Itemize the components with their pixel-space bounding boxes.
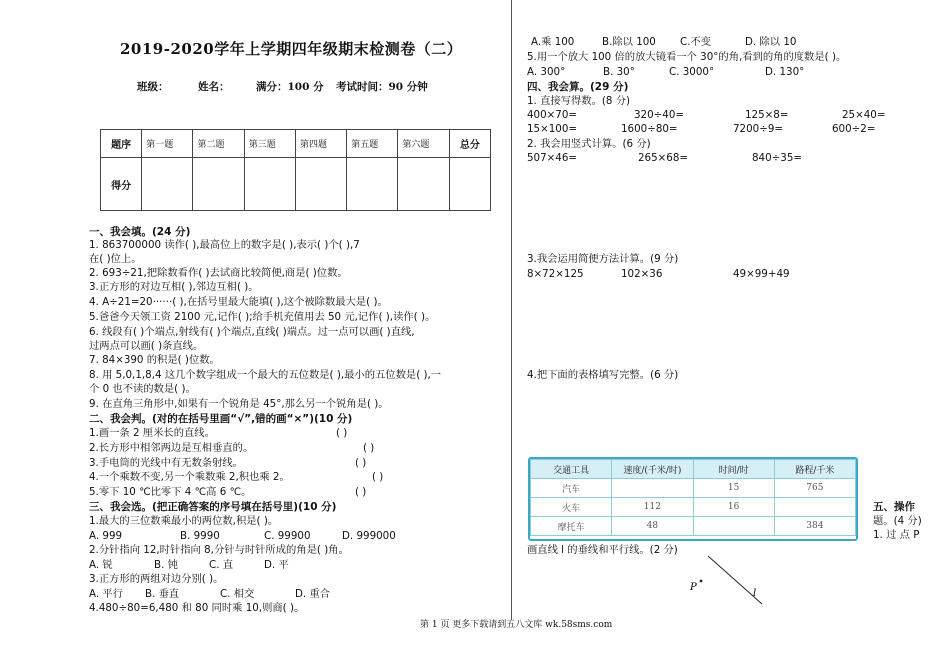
- table-header: 速度/(千米/时): [612, 460, 693, 479]
- score-cell[interactable]: [244, 158, 295, 211]
- oral-item: 25×40=: [842, 109, 886, 121]
- score-table: [100, 129, 491, 211]
- table-row: [531, 498, 856, 517]
- section-1-title: 一、我会填。(24 分): [89, 226, 191, 238]
- judge-item: 1.画一条 2 厘米长的直线。: [89, 427, 215, 439]
- choice-option[interactable]: D. 除以 10: [745, 36, 797, 48]
- table-cell[interactable]: [612, 479, 693, 498]
- choice-option[interactable]: A. 999: [89, 530, 123, 542]
- oral-item: 7200÷9=: [733, 123, 784, 135]
- table-cell: 火车: [531, 498, 612, 517]
- score-header: 第二题: [193, 130, 244, 158]
- score-header: 第一题: [142, 130, 193, 158]
- choice-option[interactable]: C. 相交: [220, 588, 255, 600]
- page-footer: 第 1 页 更多下载请到五八文库 wk.58sms.com: [420, 620, 613, 630]
- judge-item: 5.零下 10 ℃比零下 4 ℃高 6 ℃。: [89, 486, 252, 498]
- simple-item: 102×36: [621, 268, 663, 280]
- subsection-title: 4.把下面的表格填写完整。(6 分): [527, 369, 679, 381]
- score-cell[interactable]: [398, 158, 449, 211]
- table-cell: 汽车: [531, 479, 612, 498]
- choice-option[interactable]: B. 30°: [603, 66, 635, 78]
- table-cell: 16: [693, 498, 774, 517]
- table-cell: 15: [693, 479, 774, 498]
- score-header: 总分: [449, 130, 490, 158]
- score-cell[interactable]: [347, 158, 398, 211]
- question-line: 在( )位上。: [89, 253, 142, 265]
- class-label: 班级：: [137, 81, 169, 93]
- judge-paren[interactable]: ( ): [355, 457, 367, 469]
- choice-option[interactable]: B. 垂直: [145, 588, 180, 600]
- choice-option[interactable]: C. 3000°: [669, 66, 715, 78]
- judge-paren[interactable]: ( ): [336, 427, 348, 439]
- question-line: 4. A÷21=20······( ),在括号里最大能填( ),这个被除数最大是( )。: [89, 296, 388, 308]
- score-header: 题序: [101, 130, 142, 158]
- oral-item: 125×8=: [745, 109, 789, 121]
- time-label: 考试时间：90 分钟: [336, 81, 428, 93]
- question-line: 个 0 也不读的数是( )。: [89, 383, 196, 395]
- traffic-table: [528, 457, 858, 541]
- table-cell: 112: [612, 498, 693, 517]
- choice-option[interactable]: A.乘 100: [531, 36, 575, 48]
- question-line: 3.正方形的对边互相( ),邻边互相( )。: [89, 281, 259, 293]
- question-line: 1. 863700000 读作( ),最高位上的数字是( ),表示( )个( ),7: [89, 239, 360, 251]
- judge-item: 4.一个乘数不变,另一个乘数乘 2,积也乘 2。: [89, 471, 290, 483]
- question-line: 9. 在直角三角形中,如果有一个锐角是 45°,那么另一个锐角是( )。: [89, 398, 389, 410]
- table-cell[interactable]: [774, 498, 855, 517]
- choice-option[interactable]: A. 300°: [527, 66, 566, 78]
- choice-option[interactable]: D. 999000: [342, 530, 396, 542]
- choice-option[interactable]: D. 重合: [295, 588, 331, 600]
- table-cell: 384: [774, 517, 855, 536]
- judge-item: 2.长方形中相邻两边是互相垂直的。: [89, 442, 254, 454]
- name-label: 姓名：: [198, 81, 230, 93]
- page-title: 2019-2020学年上学期四年级期末检测卷（二）: [120, 40, 463, 58]
- table-header: 时间/时: [693, 460, 774, 479]
- choice-question: 2.分针指向 12,时针指向 8,分针与时针所成的角是( )角。: [89, 544, 349, 556]
- table-cell: 48: [612, 517, 693, 536]
- judge-paren[interactable]: ( ): [363, 442, 375, 454]
- geometry-figure: [680, 552, 780, 612]
- point-p-label: P: [690, 582, 697, 593]
- section-3-title: 三、我会选。(把正确答案的序号填在括号里)(10 分): [89, 501, 337, 513]
- score-label: 满分：100 分: [256, 81, 324, 93]
- simple-item: 49×99+49: [733, 268, 790, 280]
- judge-paren[interactable]: ( ): [355, 486, 367, 498]
- choice-option[interactable]: A. 平行: [89, 588, 124, 600]
- judge-paren[interactable]: ( ): [372, 471, 384, 483]
- judge-item: 3.手电筒的光线中有无数条射线。: [89, 457, 243, 469]
- score-header: 第五题: [347, 130, 398, 158]
- table-cell[interactable]: [693, 517, 774, 536]
- oral-item: 600÷2=: [832, 123, 876, 135]
- operation-question-cont: 画直线 l 的垂线和平行线。(2 分): [527, 544, 678, 556]
- table-cell: 摩托车: [531, 517, 612, 536]
- choice-option[interactable]: D. 平: [264, 559, 289, 571]
- question-line: 过两点可以画( )条直线。: [89, 340, 204, 352]
- score-header: 第四题: [295, 130, 346, 158]
- choice-question: 4.480÷80=6,480 和 80 同时乘 10,则商( )。: [89, 602, 305, 614]
- point-p: [700, 580, 703, 583]
- oral-item: 1600÷80=: [621, 123, 678, 135]
- question-line: 2. 693÷21,把除数看作( )去试商比较简便,商是( )位数。: [89, 267, 348, 279]
- score-header: 第六题: [398, 130, 449, 158]
- column-divider: [511, 0, 512, 620]
- table-cell: 765: [774, 479, 855, 498]
- choice-option[interactable]: B.除以 100: [602, 36, 656, 48]
- score-cell[interactable]: [142, 158, 193, 211]
- score-row-label: 得分: [101, 158, 142, 211]
- question-line: 8. 用 5,0,1,8,4 这几个数字组成一个最大的五位数是( ),最小的五位数是( ),一: [89, 369, 442, 381]
- score-cell[interactable]: [193, 158, 244, 211]
- vertical-item: 265×68=: [638, 152, 689, 164]
- section-5-title-cont: 题。(4 分): [873, 515, 922, 527]
- vertical-item: 507×46=: [527, 152, 578, 164]
- operation-question: 1. 过 点 P: [873, 529, 920, 541]
- oral-item: 320÷40=: [634, 109, 685, 121]
- score-header: 第三题: [244, 130, 295, 158]
- subsection-title: 3.我会运用简便方法计算。(9 分): [527, 253, 679, 265]
- choice-option[interactable]: D. 130°: [765, 66, 805, 78]
- choice-question: 1.最大的三位数乘最小的两位数,积是( )。: [89, 515, 279, 527]
- choice-question: 3.正方形的两组对边分别( )。: [89, 573, 224, 585]
- choice-option[interactable]: C. 99900: [264, 530, 311, 542]
- section-2-title: 二、我会判。(对的在括号里画“√”,错的画“×”)(10 分): [89, 413, 353, 425]
- choice-option[interactable]: B. 钝: [154, 559, 178, 571]
- choice-option[interactable]: C. 直: [209, 559, 234, 571]
- score-cell[interactable]: [449, 158, 490, 211]
- question-line: 5.爸爸今天领工资 2100 元,记作( );给手机充值用去 50 元,记作( ),读作( )。: [89, 311, 436, 323]
- choice-option[interactable]: A. 锐: [89, 559, 113, 571]
- question-line: 6. 线段有( )个端点,射线有( )个端点,直线( )端点。过一点可以画( )直线,: [89, 326, 415, 338]
- score-cell[interactable]: [295, 158, 346, 211]
- oral-item: 15×100=: [527, 123, 578, 135]
- table-header: 交通工具: [531, 460, 612, 479]
- section-4-title: 四、我会算。(29 分): [527, 81, 629, 93]
- section-5-title: 五、操作: [873, 501, 915, 513]
- question-line: 7. 84×390 的积是( )位数。: [89, 354, 220, 366]
- table-row: [531, 479, 856, 498]
- choice-option[interactable]: C.不变: [680, 36, 712, 48]
- subsection-title: 1. 直接写得数。(8 分): [527, 95, 631, 107]
- oral-item: 400×70=: [527, 109, 578, 121]
- choice-question: 5.用一个放大 100 倍的放大镜看一个 30°的角,看到的角的度数是( )。: [527, 51, 847, 63]
- vertical-item: 840÷35=: [752, 152, 803, 164]
- choice-option[interactable]: B. 9990: [180, 530, 220, 542]
- table-row: [531, 517, 856, 536]
- subsection-title: 2. 我会用竖式计算。(6 分): [527, 138, 651, 150]
- line-l-label: l: [753, 588, 757, 599]
- table-header: 路程/千米: [774, 460, 855, 479]
- simple-item: 8×72×125: [527, 268, 584, 280]
